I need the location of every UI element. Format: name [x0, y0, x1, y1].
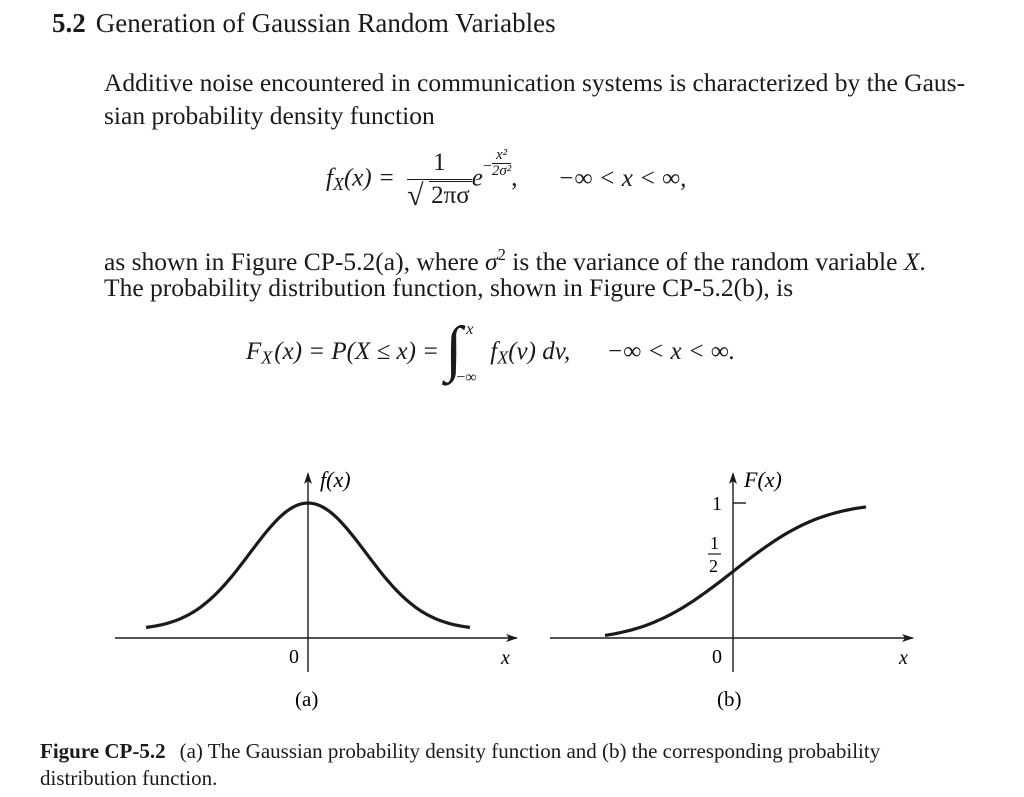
eq1-exp-den: 2σ² [491, 163, 512, 179]
section-title: Generation of Gaussian Random Variables [95, 8, 556, 38]
paragraph-1-line-2: sian probability density function [104, 101, 435, 130]
eq2-sub: X [261, 347, 273, 368]
panel-b-xlabel: x [899, 647, 908, 669]
eq1-exp-minus: − [482, 158, 492, 176]
paragraph-2-line-2: The probability distribution function, shown in Figure CP-5.2(b), is [104, 273, 794, 302]
panel-a-xlabel: x [501, 647, 510, 669]
eq2-lower-limit: −∞ [456, 368, 477, 386]
eq1-comma: , [511, 164, 518, 192]
panel-a-panel-label: (a) [295, 687, 319, 711]
eq2-upper-limit: x [466, 320, 474, 338]
panel-a-ylabel: f(x) [320, 467, 351, 492]
p2-X: X [903, 246, 920, 276]
eq1-sqrt-body: 2πσ [431, 182, 470, 210]
p2-text-a: as shown in Figure CP-5.2(a), where [104, 246, 486, 276]
eq1-sub: X [332, 174, 344, 194]
eq1-arg: (x) = [343, 164, 395, 192]
eq1-range: −∞ < x < ∞, [557, 164, 687, 192]
p2-sup: 2 [497, 245, 506, 264]
eq1-f: f [326, 164, 333, 192]
eq2-integrand-rest: (v) dv, [508, 338, 571, 366]
eq2-F: F [246, 338, 262, 366]
sqrt-symbol: √ 2πσ [407, 179, 470, 213]
panel-b-origin-label: 0 [712, 646, 722, 668]
panel-b-panel-label: (b) [717, 687, 742, 711]
panel-b-tick-half-den: 2 [709, 556, 718, 576]
eq2-integrand-f: f [490, 338, 498, 366]
gaussian-cdf-curve [605, 507, 866, 636]
panel-a-origin-label: 0 [289, 646, 299, 668]
eq1-numerator: 1 [407, 149, 472, 180]
integral-symbol: ∫ [445, 315, 463, 383]
panel-b-ylabel: F(x) [744, 467, 782, 492]
caption-text: (a) The Gaussian probability density function and (b) the corresponding probability distribution function. [40, 739, 881, 790]
paragraph-1-line-1: Additive noise encountered in communication systems is characterized by the Gaus- [104, 68, 966, 97]
eq1-exp-num: x² [492, 148, 511, 164]
p2-text-b: is the variance of the random variable [505, 246, 904, 276]
p2-period: . [919, 246, 926, 276]
figure-caption [40, 738, 980, 792]
section-number: 5.2 [52, 8, 86, 38]
panel-b-tick-half-num: 1 [710, 533, 719, 553]
eq2-lhs-rest: (x) = P(X ≤ x) = [274, 338, 440, 366]
eq2-integrand-sub: X [497, 347, 509, 368]
caption-label: Figure CP-5.2 [40, 739, 166, 763]
eq2-range: −∞ < x < ∞. [606, 338, 736, 366]
panel-b-tick-one-label: 1 [712, 493, 722, 515]
p2-sigma: σ [485, 246, 498, 276]
eq1-exp-base: e [471, 164, 483, 192]
